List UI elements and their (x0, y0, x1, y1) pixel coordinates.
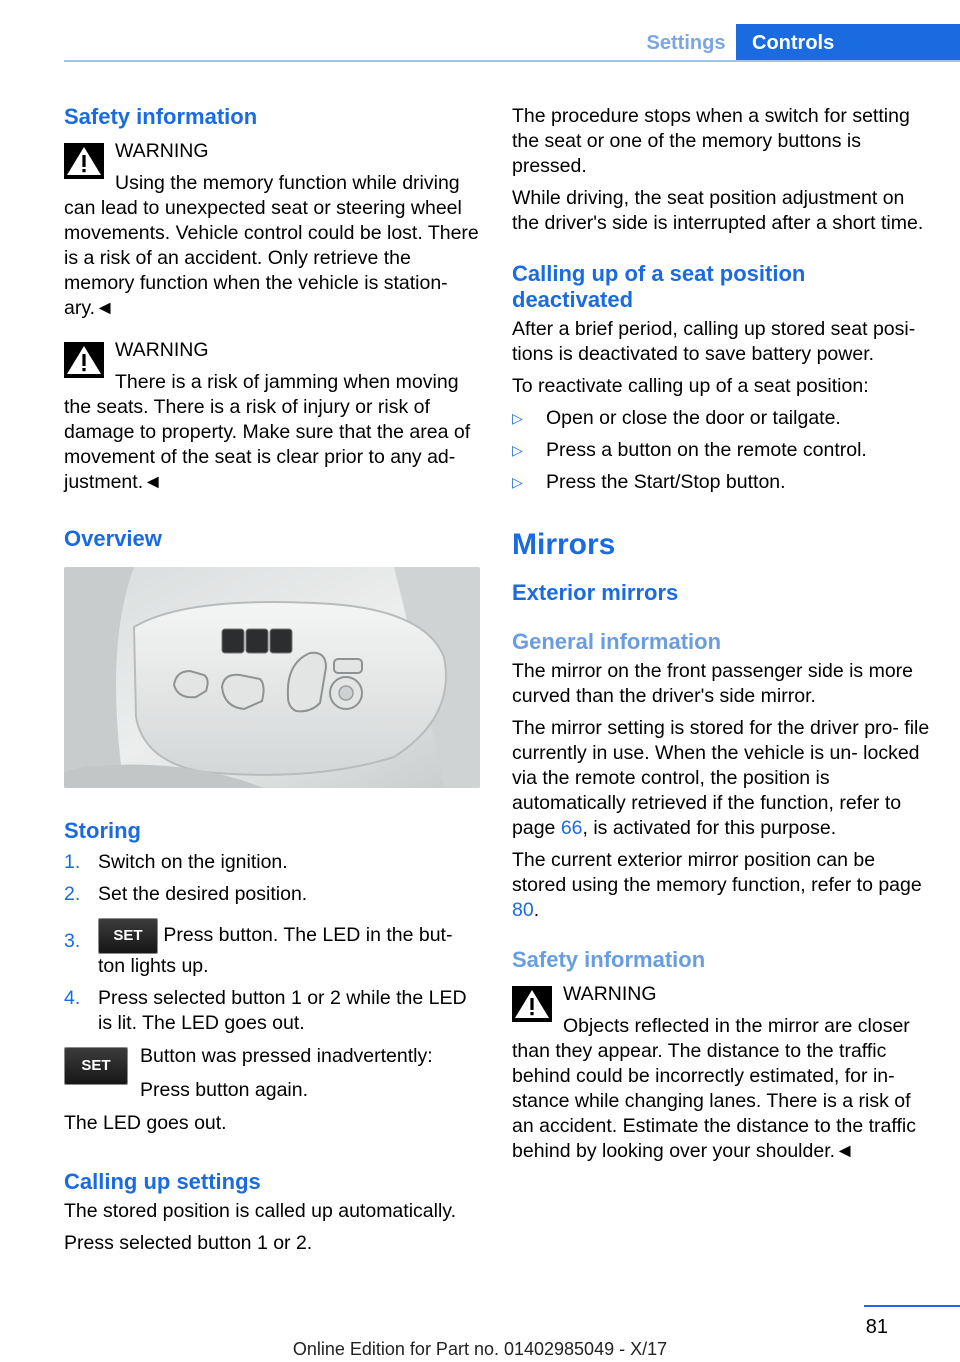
inadvertent-text: Press button again. (140, 1079, 309, 1101)
warning-block-memory (64, 139, 480, 321)
general-text: The mirror on the front passenger side is more curved than the driver's side mirror. (512, 660, 914, 707)
reactivate-text: To reactivate calling up of a seat position: (512, 375, 869, 397)
step-text: Set the desired position. (98, 883, 308, 905)
list-item (64, 850, 480, 875)
list-item (512, 438, 930, 463)
calling-up-text: Press selected button 1 or 2. (64, 1232, 313, 1254)
reactivate-list (512, 406, 930, 495)
tab-controls[interactable]: Controls (736, 24, 960, 62)
step-text: Switch on the ignition. (98, 851, 288, 873)
triangle-bullet-icon: ▷ (512, 442, 523, 458)
list-item-text: Open or close the door or tailgate. (546, 407, 841, 429)
right-column (512, 100, 930, 1164)
exterior-mirrors-heading: Exterior mirrors (512, 580, 679, 605)
deactivated-text: After a brief period, calling up stored seat posi‐ tions is deactivated to save battery power. (512, 318, 916, 365)
warning-text: can lead to unexpected seat or steering wheel movements. Vehicle control could be lost. There is a risk of an accident. Only retrieve the memory function when the vehicle is station‐ ary.◄ (64, 197, 479, 319)
step-number: 4. (64, 987, 81, 1009)
page-number: 81 (865, 1316, 888, 1338)
left-column (64, 100, 480, 1256)
triangle-bullet-icon: ▷ (512, 410, 523, 426)
list-item (64, 918, 480, 979)
seat-controls-photo (64, 567, 480, 788)
warning-text: than they appear. The distance to the traffic behind could be incorrectly estimated, for in‐ stance while changing lanes. There is a risk of an accident. Estimate the distance to the traffic behind by looking over your shoulder.◄ (512, 1040, 916, 1162)
warning-title: WARNING (115, 140, 209, 162)
step-number: 3. (64, 930, 81, 952)
inadvertent-note (64, 1044, 480, 1116)
general-information-heading: General information (512, 629, 722, 654)
step-number: 1. (64, 851, 81, 873)
current-position-text: The current exterior mirror position can be stored using the memory function, refer to page 80. (512, 849, 922, 921)
edition-footer: Online Edition for Part no. 01402985049 - X/17 (292, 1339, 668, 1359)
procedure-text: The procedure stops when a switch for setting the seat or one of the memory buttons is pressed. (512, 105, 910, 177)
warning-triangle-icon (64, 342, 104, 378)
warning-triangle-icon (64, 143, 104, 179)
warning-triangle-icon (512, 986, 552, 1022)
mirror-safety-information-heading: Safety information (512, 947, 706, 972)
warning-text-first-line: There is a risk of jamming when moving (115, 371, 459, 393)
stored-text: The mirror setting is stored for the driver pro‐ file currently in use. When the vehicle is un‐ locked via the remote control, the position is automatically retrieved if the function, refer to page 66, is activated for this purpose. (512, 717, 930, 839)
header-divider (64, 60, 960, 62)
led-out-text: The LED goes out. (64, 1112, 227, 1134)
list-item-text: Press a button on the remote control. (546, 439, 867, 461)
list-item (64, 882, 480, 907)
page-link-80[interactable]: 80 (512, 899, 534, 921)
storing-steps-list (64, 850, 480, 1036)
warning-text-first-line: Using the memory function while driving (115, 172, 460, 194)
safety-information-heading: Safety information (64, 104, 258, 129)
storing-heading: Storing (64, 818, 141, 843)
warning-text: the seats. There is a risk of injury or risk of damage to property. Make sure that the area of movement of the seat is clear prior to any ad‐ justment.◄ (64, 396, 471, 493)
list-item (512, 470, 930, 495)
step-text: Press selected button 1 or 2 while the LED is lit. The LED goes out. (98, 987, 467, 1034)
triangle-bullet-icon: ▷ (512, 474, 523, 490)
footer-divider (864, 1305, 960, 1307)
inadvertent-text: Button was pressed inadvertently: (140, 1045, 433, 1067)
warning-title: WARNING (563, 983, 657, 1005)
warning-block-mirror (512, 982, 930, 1164)
step-text: Press button. The LED in the but‐ ton lights up. (98, 924, 453, 977)
calling-up-text: The stored position is called up automatically. (64, 1200, 457, 1222)
list-item (512, 406, 930, 431)
header-tabs (636, 24, 960, 62)
driving-text: While driving, the seat position adjustment on the driver's side is interrupted after a short time. (512, 187, 924, 234)
calling-up-settings-heading: Calling up settings (64, 1169, 261, 1194)
warning-block-jamming (64, 338, 480, 495)
list-item (64, 986, 480, 1036)
page-link-66[interactable]: 66 (560, 817, 583, 839)
set-button-icon: SET (64, 1047, 128, 1085)
warning-title: WARNING (115, 339, 209, 361)
overview-heading: Overview (64, 526, 162, 551)
set-button-icon: SET (98, 918, 158, 954)
warning-text-first-line: Objects reflected in the mirror are closer (563, 1015, 910, 1037)
tab-settings[interactable]: Settings (646, 31, 726, 54)
step-number: 2. (64, 883, 81, 905)
mirrors-heading: Mirrors (512, 528, 616, 561)
seat-position-deactivated-heading: Calling up of a seat position deactivated (512, 261, 806, 312)
list-item-text: Press the Start/Stop button. (546, 471, 786, 493)
